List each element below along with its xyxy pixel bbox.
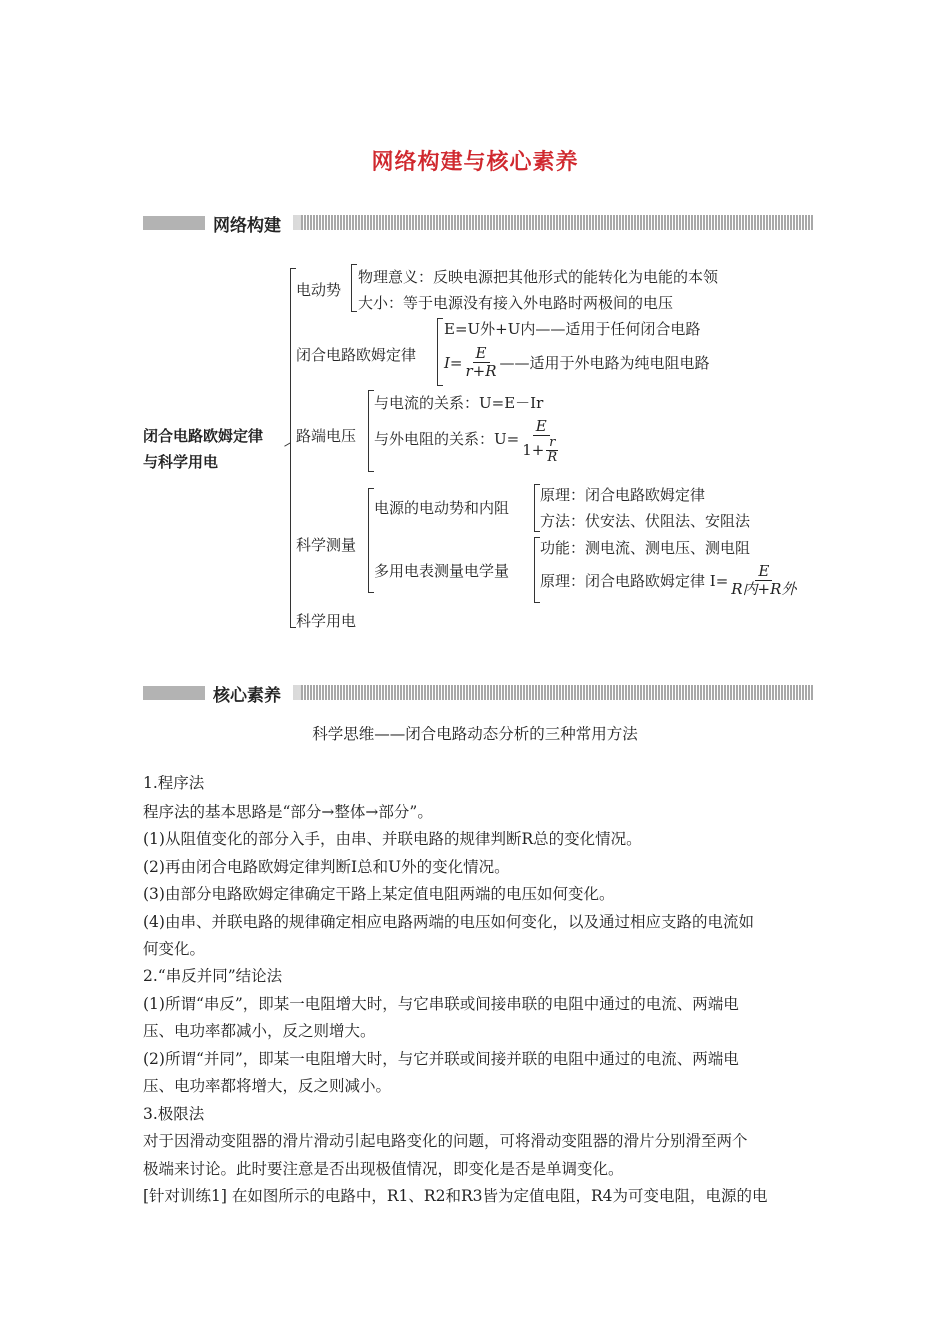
- fraction-numerator: E: [755, 563, 772, 581]
- multimeter-brace: [534, 537, 535, 603]
- body-line: 压、电功率都将增大，反之则减小。: [143, 1077, 392, 1095]
- ohm-eq2-suffix: ——适用于外电路为纯电阻电路: [499, 354, 710, 372]
- page-title: 网络构建与核心素养: [371, 149, 579, 175]
- node-usage: 科学用电: [296, 612, 357, 630]
- measure-emf: 电源的电动势和内阻: [374, 499, 510, 517]
- ohm-eq1: E=U外+U内——适用于任何闭合电路: [444, 320, 701, 338]
- multimeter-principle-prefix: 原理：闭合电路欧姆定律 I=: [540, 572, 729, 590]
- section-banner-network: [143, 211, 813, 236]
- multimeter: 多用电表测量电学量: [374, 562, 510, 580]
- emf-brace: [351, 264, 352, 312]
- fraction-denominator: R内+R外: [731, 580, 797, 598]
- fraction-numerator: E: [533, 418, 550, 436]
- emf-size: 大小：等于电源没有接入外电路时两极间的电压: [358, 294, 674, 312]
- body-line: (3)由部分电路欧姆定律确定干路上某定值电阻两端的电压如何变化。: [143, 885, 615, 903]
- section-label: 核心素养: [213, 686, 281, 706]
- body-line: 对于因滑动变阻器的滑片滑动引起电路变化的问题，可将滑动变阻器的滑片分别滑至两个: [143, 1132, 748, 1150]
- body-line: 何变化。: [143, 940, 206, 958]
- node-terminal-voltage: 路端电压: [296, 427, 357, 445]
- multimeter-function: 功能：测电流、测电压、测电阻: [540, 539, 751, 557]
- terminal-resist-fraction: [519, 418, 563, 465]
- measure-emf-principle: 原理：闭合电路欧姆定律: [540, 486, 706, 504]
- terminal-resist-prefix: 与外电阻的关系：U=: [374, 430, 520, 448]
- section-label: 网络构建: [213, 216, 281, 236]
- measure-emf-brace: [534, 484, 535, 532]
- ohm-eq2-prefix: I=: [444, 353, 463, 372]
- multimeter-principle: [540, 563, 799, 598]
- nested-fraction: [544, 436, 560, 465]
- map-root-line2: 与科学用电: [143, 453, 219, 471]
- core-subtitle: 科学思维——闭合电路动态分析的三种常用方法: [312, 725, 638, 743]
- body-line: 1.程序法: [143, 774, 205, 792]
- body-line: (4)由串、并联电路的规律确定相应电路两端的电压如何变化，以及通过相应支路的电流如: [143, 913, 754, 931]
- fraction-numerator: E: [473, 345, 490, 363]
- fraction-denominator: r+R: [465, 362, 497, 380]
- measure-brace: [368, 488, 369, 593]
- denominator-prefix: 1+: [522, 441, 545, 459]
- ohm-eq2: [444, 345, 710, 380]
- nested-numerator: r: [546, 436, 558, 451]
- node-ohm: 闭合电路欧姆定律: [296, 346, 417, 364]
- body-line: (2)再由闭合电路欧姆定律判断I总和U外的变化情况。: [143, 858, 510, 876]
- body-line: (1)所谓“串反”，即某一电阻增大时，与它串联或间接串联的电阻中通过的电流、两端电: [143, 995, 739, 1013]
- body-line: (2)所谓“并同”，即某一电阻增大时，与它并联或间接并联的电阻中通过的电流、两端电: [143, 1050, 739, 1068]
- terminal-current: 与电流的关系：U=E－Ir: [374, 394, 544, 412]
- node-measurement: 科学测量: [296, 536, 357, 554]
- body-line: (1)从阻值变化的部分入手，由串、并联电路的规律判断R总的变化情况。: [143, 830, 642, 848]
- body-line: 极端来讨论。此时要注意是否出现极值情况，即变化是否是单调变化。: [143, 1160, 624, 1178]
- map-root-line1: 闭合电路欧姆定律: [143, 427, 264, 445]
- body-line: 3.极限法: [143, 1105, 205, 1123]
- map-root: [143, 423, 263, 475]
- measure-emf-method: 方法：伏安法、伏阻法、安阻法: [540, 512, 751, 530]
- section-banner-core: [143, 681, 813, 706]
- node-emf: 电动势: [296, 281, 342, 299]
- emf-meaning: 物理意义：反映电源把其他形式的能转化为电能的本领: [358, 268, 719, 286]
- ohm-brace: [437, 318, 438, 386]
- terminal-brace: [368, 390, 369, 472]
- banner-stripe: [301, 215, 813, 230]
- body-line: [针对训练1] 在如图所示的电路中，R1、R2和R3皆为定值电阻，R4为可变电阻，电源的电: [143, 1187, 768, 1205]
- body-line: 2.“串反并同”结论法: [143, 967, 283, 985]
- banner-block: [143, 686, 205, 700]
- fraction-denominator: [519, 436, 563, 465]
- terminal-resistance: [374, 418, 563, 465]
- multimeter-fraction: [728, 563, 799, 598]
- body-line: 压、电功率都减小，反之则增大。: [143, 1022, 376, 1040]
- banner-stripe: [301, 685, 813, 700]
- root-brace: [290, 268, 291, 628]
- nested-denominator: R: [547, 450, 558, 465]
- body-line: 程序法的基本思路是“部分→整体→部分”。: [143, 803, 433, 821]
- ohm-eq2-fraction: [463, 345, 500, 380]
- banner-block: [143, 216, 205, 230]
